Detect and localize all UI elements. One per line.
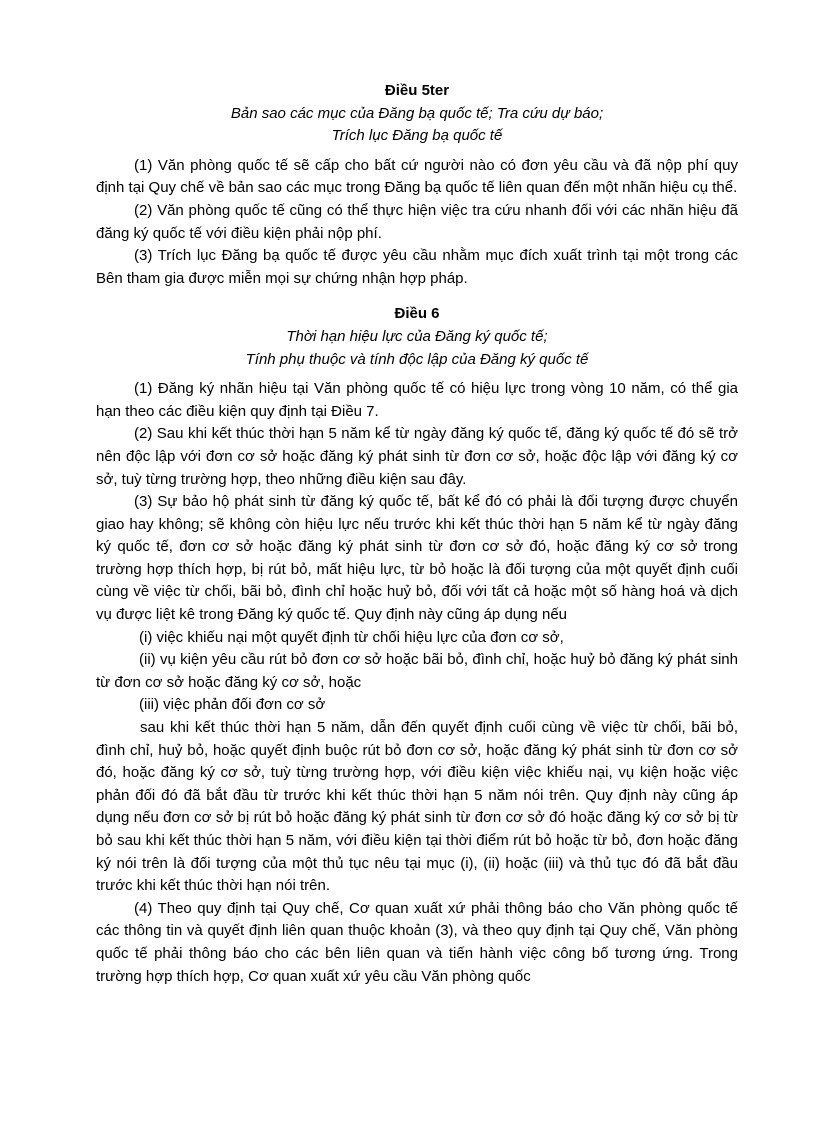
article-6-paragraph-1: (1) Đăng ký nhãn hiệu tại Văn phòng quốc tế có hiệu lực trong vòng 10 năm, có thể gia hạn theo các điều kiện quy định tại Điều 7. — [96, 380, 738, 420]
article-6-paragraph-2: (2) Sau khi kết thúc thời hạn 5 năm kể từ ngày đăng ký quốc tế, đăng ký quốc tế đó sẽ trở nên độc lập với đơn cơ sở hoặc đăng ký phát sinh từ đơn cơ sở, hoặc độc lập với đăng ký cơ sở, tuỳ từng trường hợp, theo những điều kiện sau đây. — [96, 425, 738, 488]
article-6-subtitle-line-2: Tính phụ thuộc và tính độc lập của Đăng ký quốc tế — [245, 350, 589, 368]
article-6-item-iii: (iii) việc phản đối đơn cơ sở — [139, 696, 326, 714]
article-5ter-title: Điều 5ter — [384, 82, 450, 99]
article-5ter-subtitle-line-2: Trích lục Đăng bạ quốc tế — [331, 127, 503, 145]
article-5ter-paragraph-1: (1) Văn phòng quốc tế sẽ cấp cho bất cứ người nào có đơn yêu cầu và đã nộp phí quy định tại Quy chế về bản sao các mục trong Đăng bạ quốc tế liên quan đến một nhãn hiệu cụ thể. — [96, 156, 738, 197]
article-5ter-subtitle-line-1: Bản sao các mục của Đăng bạ quốc tế; Tra cứu dự báo; — [230, 104, 604, 122]
article-6-item-i: (i) việc khiếu nại một quyết định từ chối hiệu lực của đơn cơ sở, — [139, 628, 564, 646]
document-page — [96, 80, 738, 988]
article-6-continuation: sau khi kết thúc thời hạn 5 năm, dẫn đến quyết định cuối cùng về việc từ chối, bãi bỏ, đình chỉ, huỷ bỏ, hoặc quyết định buộc rút bỏ đơn cơ sở, hoặc đăng ký phát sinh từ đơn cơ sở đó, hoặc đăng ký cơ sở, tuỳ từng trường hợp, với điều kiện việc khiếu nại, vụ kiện hoặc việc phản đối đó đã bắt đầu từ trước khi kết thúc thời hạn 5 năm nói trên. Quy định này cũng áp dụng nếu đơn cơ sở bị rút bỏ hoặc đăng ký phát sinh từ đơn cơ sở đó hoặc đăng ký cơ sở bị từ bỏ sau khi kết thúc thời hạn 5 năm, với điều kiện tại thời điểm rút bỏ hoặc từ bỏ, đơn hoặc đăng ký nói trên là đối tượng của một thủ tục nêu tại mục (i), (ii) hoặc (iii) và thủ tục đó đã bắt đầu trước khi kết thúc thời hạn nói trên. — [96, 719, 738, 895]
article-6-item-ii: (ii) vụ kiện yêu cầu rút bỏ đơn cơ sở hoặc bãi bỏ, đình chỉ, hoặc huỷ bỏ đăng ký phát sinh từ đơn cơ sở hoặc đăng ký cơ sở, hoặc — [96, 651, 738, 691]
article-6-subtitle-line-1: Thời hạn hiệu lực của Đăng ký quốc tế; — [286, 327, 548, 345]
article-5ter-paragraph-2: (2) Văn phòng quốc tế cũng có thể thực hiện việc tra cứu nhanh đối với các nhãn hiệu đã đăng ký quốc tế với điều kiện phải nộp phí. — [96, 201, 738, 242]
article-5ter — [96, 80, 738, 290]
article-5ter-paragraph-3: (3) Trích lục Đăng bạ quốc tế được yêu cầu nhằm mục đích xuất trình tại một trong các Bên tham gia được miễn mọi sự chứng nhận hợp pháp. — [96, 247, 738, 287]
article-6 — [96, 303, 738, 988]
article-6-paragraph-4: (4) Theo quy định tại Quy chế, Cơ quan xuất xứ phải thông báo cho Văn phòng quốc tế các thông tin và quyết định liên quan thuộc khoản (3), và theo quy định tại Quy chế, Văn phòng quốc tế phải thông báo cho các bên liên quan và tiến hành việc công bố tương ứng. Trong trường hợp thích hợp, Cơ quan xuất xứ yêu cầu Văn phòng quốc — [96, 899, 738, 985]
article-6-title: Điều 6 — [394, 305, 440, 323]
article-6-paragraph-3: (3) Sự bảo hộ phát sinh từ đăng ký quốc tế, bất kể đó có phải là đối tượng được chuyển giao hay không; sẽ không còn hiệu lực nếu trước khi kết thúc thời hạn 5 năm kể từ ngày đăng ký quốc tế, đơn cơ sở hoặc đăng ký phát sinh từ đơn cơ sở đó, hoặc đăng ký cơ sở trong trường hợp thích hợp, bị rút bỏ, mất hiệu lực, từ bỏ hoặc là đối tượng của một quyết định cuối cùng về việc từ chối, bãi bỏ, đình chỉ hoặc huỷ bỏ, đối với tất cả hoặc một số hàng hoá và dịch vụ được liệt kê trong Đăng ký quốc tế. Quy định này cũng áp dụng nếu — [96, 493, 738, 624]
